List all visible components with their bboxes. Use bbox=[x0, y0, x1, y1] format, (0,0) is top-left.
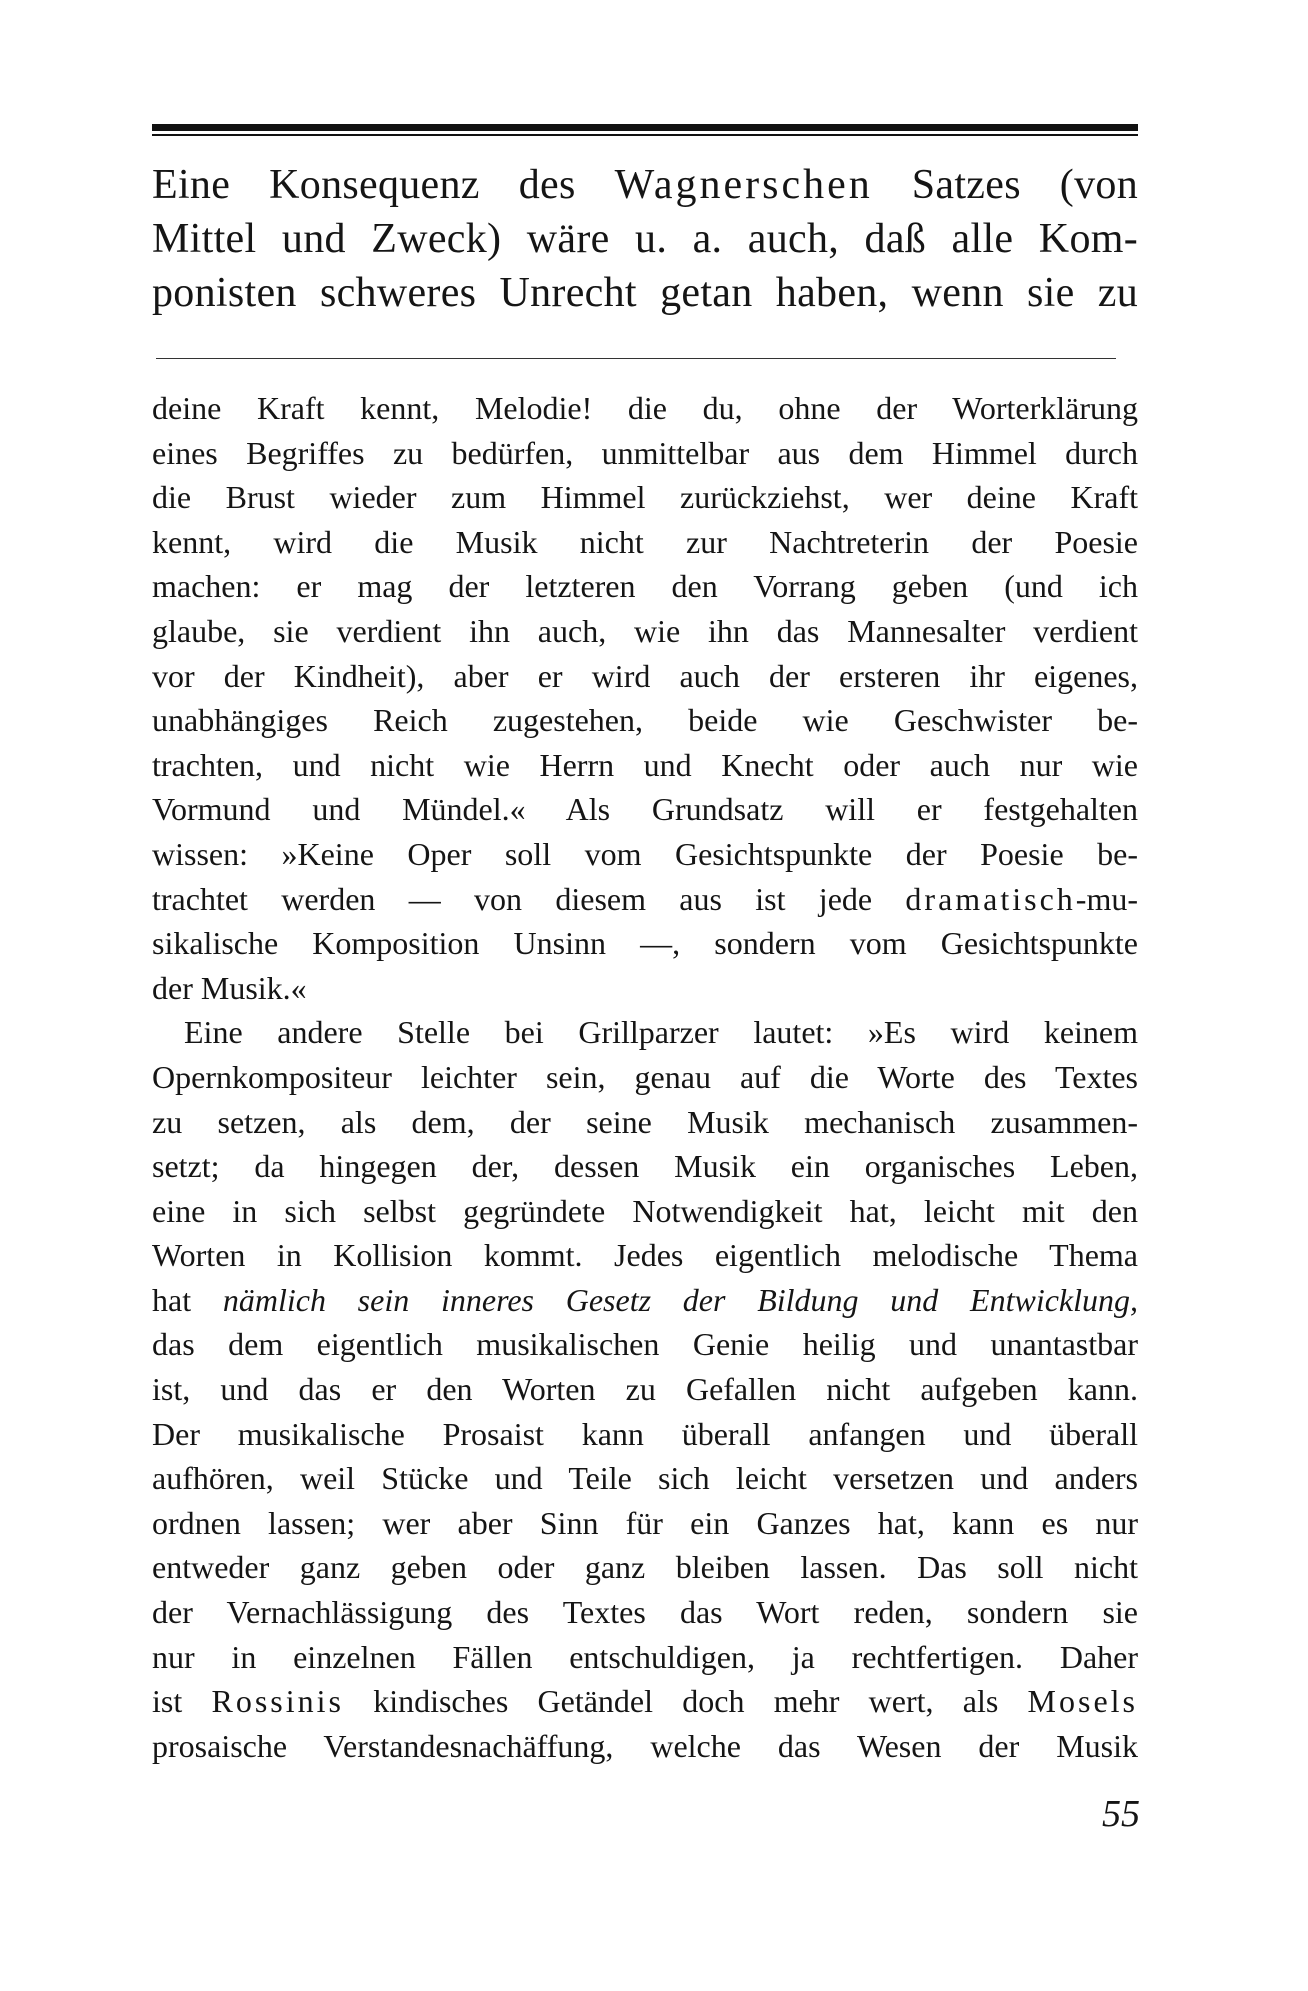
body-line-rossini: ist Rossinis kindisches Getändel doch mehr wert, als Mosels bbox=[152, 1683, 1138, 1720]
body-line: ordnen lassen; wer aber Sinn für ein Ganzes hat, kann es nur bbox=[152, 1504, 1138, 1541]
body-line: aufhören, weil Stücke und Teile sich leicht versetzen und anders bbox=[152, 1460, 1138, 1497]
body-line-italic: hat nämlich sein inneres Gesetz der Bildung und Entwicklung, bbox=[152, 1281, 1139, 1318]
body-line: Opernkompositeur leichter sein, genau auf die Worte des Textes bbox=[152, 1058, 1138, 1095]
page-number: 55 bbox=[1102, 1793, 1140, 1835]
body-line: trachten, und nicht wie Herrn und Knecht oder auch nur wie bbox=[152, 746, 1138, 783]
body-line: Worten in Kollision kommt. Jedes eigentlich melodische Thema bbox=[152, 1237, 1138, 1274]
header-rule-thin bbox=[152, 134, 1138, 136]
header-line-1: Eine Konsequenz des Wagnerschen Satzes (von bbox=[152, 162, 1138, 208]
body-line: zu setzen, als dem, der seine Musik mechanisch zusammen- bbox=[152, 1103, 1138, 1140]
body-line: wissen: »Keine Oper soll vom Gesichtspunkte der Poesie be- bbox=[152, 835, 1138, 872]
body-line: kennt, wird die Musik nicht zur Nachtreterin der Poesie bbox=[152, 523, 1138, 560]
body-line: eine in sich selbst gegründete Notwendigkeit hat, leicht mit den bbox=[152, 1192, 1138, 1229]
paragraph-start-line: Eine andere Stelle bei Grillparzer lautet: »Es wird keinem bbox=[184, 1014, 1138, 1051]
body-line: deine Kraft kennt, Melodie! die du, ohne der Worterklärung bbox=[152, 390, 1138, 426]
body-line: nur in einzelnen Fällen entschuldigen, ja rechtfertigen. Daher bbox=[152, 1638, 1138, 1675]
body-line: entweder ganz geben oder ganz bleiben lassen. Das soll nicht bbox=[152, 1549, 1138, 1586]
body-line-dramatisch: trachtet werden — von diesem aus ist jede dramatisch-mu- bbox=[152, 880, 1138, 917]
body-line: das dem eigentlich musikalischen Genie heilig und unantastbar bbox=[152, 1326, 1138, 1363]
header-rule-thick bbox=[152, 124, 1138, 131]
body-line: die Brust wieder zum Himmel zurückziehst, wer deine Kraft bbox=[152, 479, 1138, 516]
body-line: glaube, sie verdient ihn auch, wie ihn das Mannesalter verdient bbox=[152, 612, 1138, 649]
body-line: ist, und das er den Worten zu Gefallen nicht aufgeben kann. bbox=[152, 1371, 1138, 1408]
body-line: der Vernachlässigung des Textes das Wort reden, sondern sie bbox=[152, 1594, 1138, 1631]
header-line-2: Mittel und Zweck) wäre u. a. auch, daß alle Kom- bbox=[152, 216, 1138, 262]
body-line: machen: er mag der letzteren den Vorrang geben (und ich bbox=[152, 568, 1138, 605]
body-line: prosaische Verstandesnachäffung, welche das Wesen der Musik bbox=[152, 1727, 1138, 1764]
body-line: vor der Kindheit), aber er wird auch der ersteren ihr eigenes, bbox=[152, 657, 1138, 694]
header-line-3: ponisten schweres Unrecht getan haben, wenn sie zu bbox=[152, 270, 1138, 316]
body-line: unabhängiges Reich zugestehen, beide wie Geschwister be- bbox=[152, 702, 1138, 739]
body-line: setzt; da hingegen der, dessen Musik ein organisches Leben, bbox=[152, 1148, 1138, 1185]
body-text bbox=[152, 386, 1138, 1768]
running-header-text bbox=[152, 158, 1138, 320]
body-line: Vormund und Mündel.« Als Grundsatz will er festgehalten bbox=[152, 791, 1138, 828]
body-line: sikalische Komposition Unsinn —, sondern vom Gesichtspunkte bbox=[152, 925, 1138, 962]
body-line: eines Begriffes zu bedürfen, unmittelbar aus dem Himmel durch bbox=[152, 434, 1138, 471]
section-divider bbox=[156, 358, 1116, 359]
body-line: Der musikalische Prosaist kann überall anfangen und überall bbox=[152, 1415, 1138, 1452]
paragraph-end-line: der Musik.« bbox=[152, 969, 307, 1006]
